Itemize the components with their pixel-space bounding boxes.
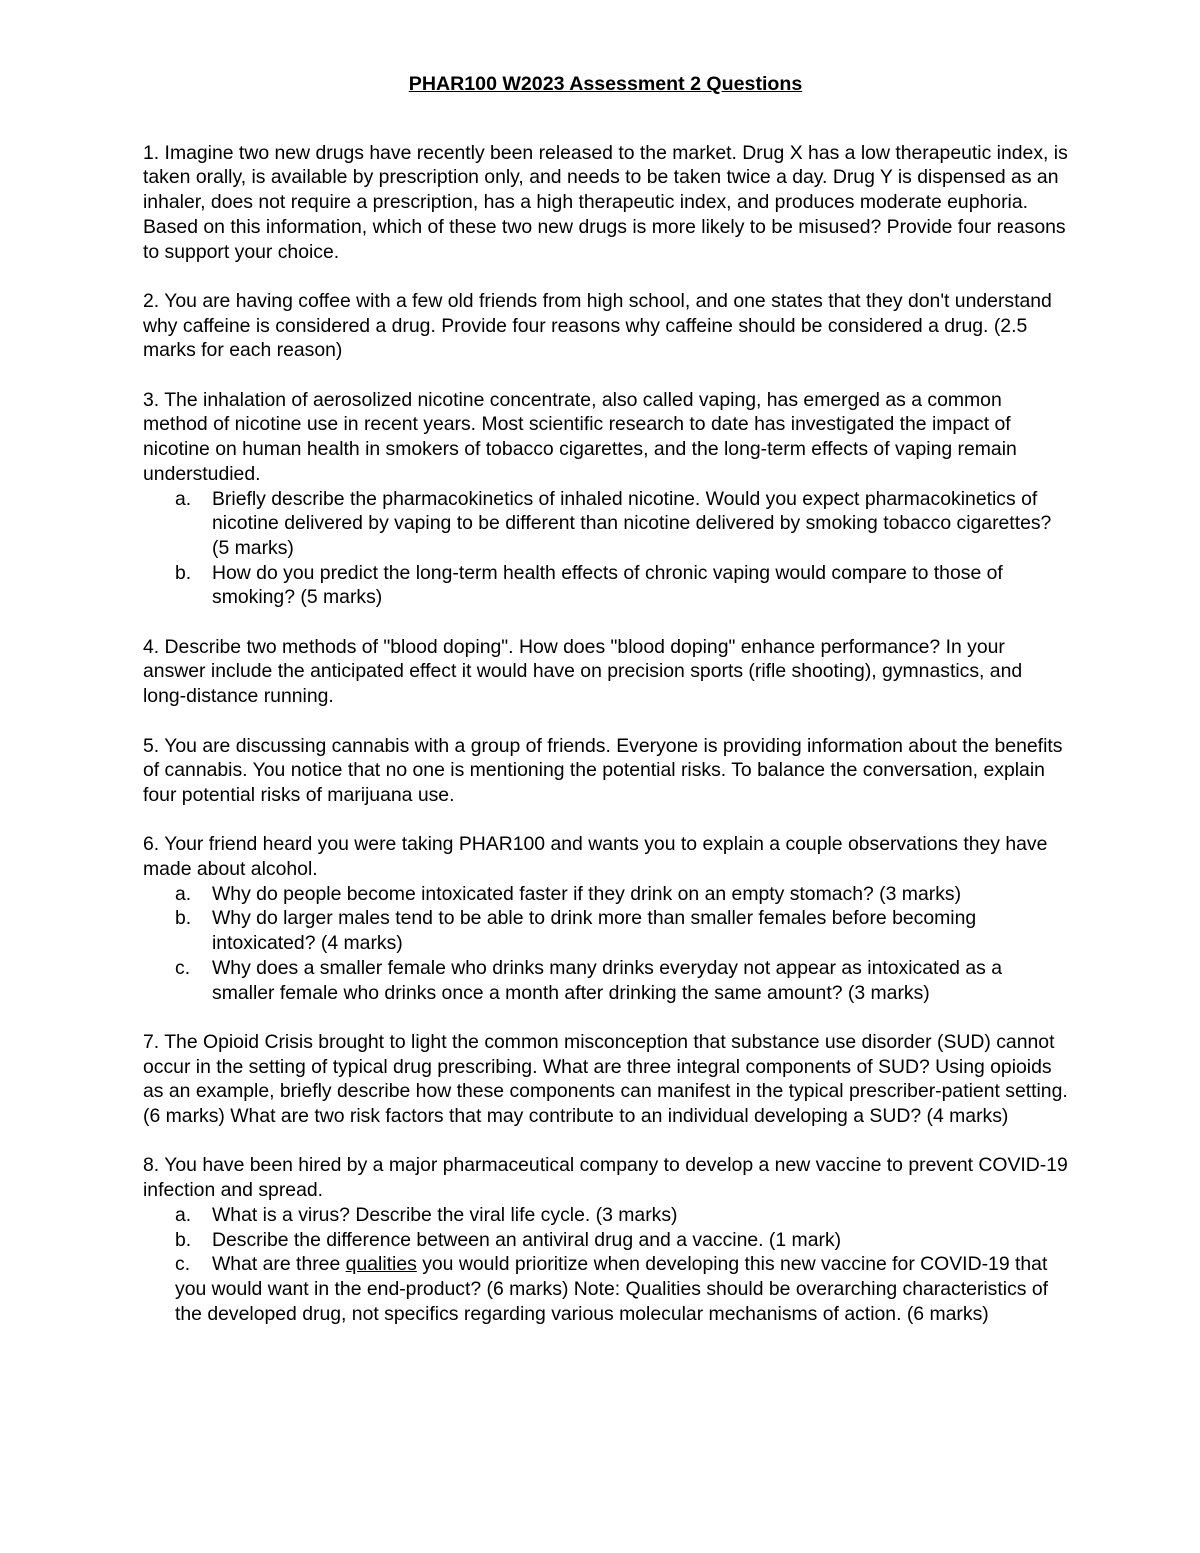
question-3a-letter: a. bbox=[175, 487, 192, 510]
question-1 bbox=[143, 141, 1068, 265]
question-3a-text: Briefly describe the pharmacokinetics of inhaled nicotine. Would you expect pharmacokinetics of nicotine delivered by vaping to be different than nicotine delivered by smoking tobacco cigarettes? (5 marks) bbox=[212, 487, 1052, 559]
question-8c bbox=[143, 1252, 1068, 1326]
question-6c bbox=[143, 956, 1068, 1005]
question-1-text: 1. Imagine two new drugs have recently been released to the market. Drug X has a low therapeutic index, is taken orally, is available by prescription only, and needs to be taken twice a day. Drug Y is dispensed as an inhaler, does not require a prescription, has a high therapeutic index, and produces moderate euphoria. Based on this information, which of these two new drugs is more likely to be misused? Provide four reasons to support your choice. bbox=[143, 141, 1068, 263]
question-6-subparts bbox=[143, 882, 1068, 1006]
question-6b-text: Why do larger males tend to be able to drink more than smaller females before becoming intoxicated? (4 marks) bbox=[212, 907, 977, 955]
question-6a bbox=[143, 882, 1068, 907]
question-3 bbox=[143, 388, 1068, 610]
question-2-text: 2. You are having coffee with a few old friends from high school, and one states that they don't understand why caffeine is considered a drug. Provide four reasons why caffeine should be considered a drug. (2.5 marks for each reason) bbox=[143, 289, 1052, 362]
question-8-subparts bbox=[143, 1203, 1068, 1252]
question-8a-text: What is a virus? Describe the viral life cycle. (3 marks) bbox=[212, 1203, 678, 1226]
question-8c-text-pre: What are three bbox=[212, 1253, 346, 1276]
question-7 bbox=[143, 1030, 1068, 1129]
question-6a-text: Why do people become intoxicated faster if they drink on an empty stomach? (3 marks) bbox=[212, 882, 962, 905]
question-6a-letter: a. bbox=[175, 882, 192, 905]
question-4-text: 4. Describe two methods of "blood doping". How does "blood doping" enhance performance? In your answer include the anticipated effect it would have on precision sports (rifle shooting), gymnastics, and long-distance running. bbox=[143, 635, 1023, 708]
question-8a bbox=[143, 1203, 1068, 1228]
page-title: PHAR100 W2023 Assessment 2 Questions bbox=[408, 73, 803, 95]
question-3-stem: 3. The inhalation of aerosolized nicotine concentrate, also called vaping, has emerged as a common method of nicotine use in recent years. Most scientific research to date has investigated the impact of nicotine on human health in smokers of tobacco cigarettes, and the long-term effects of vaping remain understudied. bbox=[143, 388, 1017, 485]
question-8c-text-post: you would prioritize when developing this new vaccine for COVID-19 that you would want in the end-product? (6 marks) Note: Qualities should be overarching characteristics of the developed drug, not specifics regarding various molecular mechanisms of action. (6 marks) bbox=[175, 1253, 1049, 1325]
question-7-text: 7. The Opioid Crisis brought to light the common misconception that substance use disorder (SUD) cannot occur in the setting of typical drug prescribing. What are three integral components of SUD? Using opioids as an example, briefly describe how these components can manifest in the typical prescriber-patient setting. (6 marks) What are two risk factors that may contribute to an individual developing a SUD? (4 marks) bbox=[143, 1030, 1068, 1128]
question-8b-text: Describe the difference between an antiviral drug and a vaccine. (1 mark) bbox=[212, 1228, 842, 1251]
question-3a bbox=[143, 487, 1068, 561]
question-6b bbox=[143, 906, 1068, 955]
question-5 bbox=[143, 734, 1068, 808]
question-8-stem: 8. You have been hired by a major pharmaceutical company to develop a new vaccine to prevent COVID-19 infection and spread. bbox=[143, 1154, 1068, 1202]
question-5-text: 5. You are discussing cannabis with a group of friends. Everyone is providing information about the benefits of cannabis. You notice that no one is mentioning the potential risks. To balance the conversation, explain four potential risks of marijuana use. bbox=[143, 734, 1063, 806]
question-3-subparts bbox=[143, 487, 1068, 611]
question-8a-letter: a. bbox=[175, 1203, 192, 1226]
question-8 bbox=[143, 1153, 1068, 1326]
question-3b-letter: b. bbox=[175, 561, 192, 584]
question-2 bbox=[143, 289, 1068, 363]
question-6b-letter: b. bbox=[175, 907, 192, 930]
question-8c-letter: c. bbox=[175, 1253, 191, 1276]
question-6-stem: 6. Your friend heard you were taking PHAR100 and wants you to explain a couple observations they have made about alcohol. bbox=[143, 833, 1048, 881]
question-8b bbox=[143, 1228, 1068, 1253]
question-3b-text: How do you predict the long-term health effects of chronic vaping would compare to those of smoking? (5 marks) bbox=[212, 561, 1003, 609]
question-6 bbox=[143, 832, 1068, 1005]
question-4 bbox=[143, 635, 1068, 709]
question-3b bbox=[143, 561, 1068, 610]
question-8b-letter: b. bbox=[175, 1228, 192, 1251]
question-6c-text: Why does a smaller female who drinks many drinks everyday not appear as intoxicated as a smaller female who drinks once a month after drinking the same amount? (3 marks) bbox=[212, 956, 1003, 1004]
question-8c-underlined-word: qualities bbox=[345, 1253, 417, 1276]
question-6c-letter: c. bbox=[175, 956, 191, 979]
